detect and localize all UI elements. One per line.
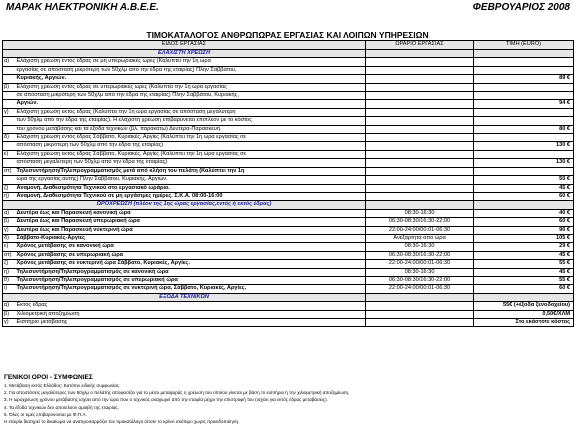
table-row <box>3 218 574 226</box>
terms-line: 4. Τα έξοδα τεχνικών δεν αποτελούν αμοιβή της εταιρίας. <box>4 404 119 410</box>
table-row: ε) Ελάχιστη χρέωση εκτός έδρας Σάββατο, Κυριακές, Αργίες (Καλύπτει την 1η ώρα εργασίας σε <box>3 150 574 158</box>
price-value: 130 € <box>474 159 574 167</box>
document-date: ΦΕΒΡΟΥΑΡΙΟΣ 2008 <box>472 2 570 13</box>
table-row: εργασίας σε απόσταση μικρότερη των 50χλμ από την έδρα της εταιρίας) Πλην Σαββάτου, <box>3 66 574 74</box>
terms-line: 1. Μετάβαση εκτός Ελλάδος: Κατόπιν ειδικής συμφωνίας. <box>4 383 121 388</box>
row-code: β) <box>3 218 16 226</box>
row-description: Χρόνος μετάβασης σε υπερωριακή ώρα <box>16 251 366 259</box>
row-code: α) <box>3 209 16 217</box>
table-row <box>3 285 574 293</box>
row-description: Χρόνος μετάβασης σε κανονική ώρα <box>16 243 366 251</box>
row-code: γ) <box>3 319 16 327</box>
table-row <box>3 209 574 217</box>
row-code: ζ) <box>3 260 16 268</box>
table-row: γ) Ελάχιστη χρέωση εκτός έδρας (Καλύπτει την 1η ώρα εργασίας σε απόσταση μεγαλύτερη <box>3 108 574 116</box>
row-hours: 22:00-24:00/00:01-06:30 <box>366 226 474 234</box>
row-code: ε) <box>3 243 16 251</box>
table-row: ζ) Αναμονή, Διαθεσιμότητα Τεχνικού στο εργασιακό ωράριο. 45 € <box>3 184 574 192</box>
terms-line: 5. Όλες οι τιμές επιβαρύνονται με Φ.Π.Α. <box>4 411 87 417</box>
price-value: 55 € <box>474 276 574 284</box>
row-code: η) <box>3 268 16 276</box>
price-value: 89 € <box>474 75 574 83</box>
table-row: των 50χλμ από την έδρα της εταιρίας). Η ελάχιστη χρέωση επιβαρύνεται επιπλέον με το κόστος <box>3 117 574 125</box>
section-hourly-charge: ΩΡΟΧΡΕΩΣΗ (πλέον της 1ης ώρας εργασίας,εντός ή εκτός έδρας) <box>3 201 574 209</box>
price-value: 0,50€/ΧΛΜ <box>474 310 574 318</box>
page-header <box>6 2 570 16</box>
row-description: Εισιτήριο μετάβασης <box>16 319 366 327</box>
price-value: 90 € <box>474 226 574 234</box>
price-value: 45 € <box>474 268 574 276</box>
row-description: Τηλεσυντήρηση/Τηλεπρογραμματισμός σε υπερωριακή ώρα <box>16 276 366 284</box>
price-value: 105 € <box>474 234 574 242</box>
table-row <box>3 302 574 310</box>
price-value: 50 € <box>474 176 574 184</box>
row-description: Χιλιομετρική αποζημίωση <box>16 310 366 318</box>
row-description: Εκτός έδρας <box>16 302 366 310</box>
price-value: 45 € <box>474 251 574 259</box>
row-hours <box>366 319 474 327</box>
table-row <box>3 226 574 234</box>
table-header-row <box>3 41 574 50</box>
row-code: δ) <box>3 234 16 242</box>
row-hours: 06:30-08:30/16:30-22:00 <box>366 218 474 226</box>
row-description: Δευτέρα έως και Παρασκευή κανονική ώρα <box>16 209 366 217</box>
row-description: Σάββατο-Κυριακές-Αργίες <box>16 234 366 242</box>
table-row: δ) Ελάχιστη χρέωση εντός έδρας Σάββατο, Κυριακές, Αργίες (Καλύπτει την 1η ώρα εργασίας σε <box>3 134 574 142</box>
section-technician-expenses: ΕΞΟΔΑ ΤΕΧΝΙΚΩΝ <box>3 293 574 301</box>
expense-rows <box>3 302 574 327</box>
table-row <box>3 251 574 259</box>
row-code: α) <box>3 302 16 310</box>
row-hours <box>366 310 474 318</box>
company-name: ΜΑΡΑΚ ΗΛΕΚΤΡΟΝΙΚΗ Α.Β.Ε.Ε. <box>6 2 159 13</box>
table-row: ώρα της εργασίας αυτής) Πλην Σαββάτου, Κυριακής, Αργιών. 50 € <box>3 176 574 184</box>
row-code: γ) <box>3 226 16 234</box>
table-row <box>3 260 574 268</box>
row-hours <box>366 302 474 310</box>
table-row <box>3 243 574 251</box>
table-row: σε απόσταση μικρότερη των 50χλμ από την έδρα της εταιρίας) Πλην Σαββάτου, Κυριακής, <box>3 92 574 100</box>
price-value: 55€ (+έξοδα ξενοδοχείου) <box>474 302 574 310</box>
row-hours: 22:00-24:00/00:01-06:30 <box>366 285 474 293</box>
row-code: β) <box>3 310 16 318</box>
terms-line: 3. Η ωροχρέωση χρόνου μετάβασης ισχύει από την ώρα που ο τεχνικός αναχωρεί από την εταιρία μέχρι την επιστροφή του (ισχύει για εκτός έδρας μεταβάσεις). <box>4 397 328 403</box>
price-value: 60 € <box>474 218 574 226</box>
table-row <box>3 268 574 276</box>
table-row <box>3 234 574 242</box>
price-value: 29 € <box>474 243 574 251</box>
row-code: ι) <box>3 285 16 293</box>
row-code: στ) <box>3 251 16 259</box>
table-row: απόσταση μικρότερη των 50χλμ από την έδρα της εταιρίας) 130 € <box>3 142 574 150</box>
row-description: Τηλεσυντήρηση/Τηλεπρογραμματισμός σε κανονική ώρα <box>16 268 366 276</box>
row-hours: 06:30-08:30/16:30-22:00 <box>366 251 474 259</box>
row-description: Χρόνος μετάβασης σε νυκτερινή ώρα Σάββατο, Κυριακές, Αργίες. <box>16 260 366 268</box>
column-header-price: ΤΙΜΗ (EURO) <box>474 41 574 50</box>
row-code: θ) <box>3 276 16 284</box>
column-header-type: ΕΙΔΟΣ ΕΡΓΑΣΙΑΣ <box>3 41 366 50</box>
section-minimum-charge: ΕΛΑΧΙΣΤΗ ΧΡΕΩΣΗ <box>3 50 574 58</box>
price-value: 60 € <box>474 285 574 293</box>
table-row: α) Ελάχιστη χρέωση εντός έδρας σε μη υπερωριακές ώρες (Καλύπτει την 1η ώρα <box>3 58 574 66</box>
table-row: η) Αναμονή, Διαθεσιμότητα Τεχνικού σε μη εργάσιμες ημέρες. Σ.Κ.Α. 08:00-16:00 60 € <box>3 192 574 200</box>
hourly-rows <box>3 209 574 293</box>
general-terms <box>4 374 572 425</box>
table-row <box>3 310 574 318</box>
row-description: Δευτέρα έως και Παρασκευή υπερωριακή ώρα <box>16 218 366 226</box>
table-row: Αργιών. 94 € <box>3 100 574 108</box>
price-value: 80 € <box>474 125 574 133</box>
table-row: Κυριακής, Αργιών. 89 € <box>3 75 574 83</box>
price-value: 60 € <box>474 192 574 200</box>
row-description: Τηλεσυντήρηση/Τηλεπρογραμματισμός σε νυκτερινή ώρα, Σάββατο, Κυριακές, Αργίες. <box>16 285 366 293</box>
table-row: του χρόνου μετάβασης και τα έξοδα τεχνικών (βλ. παρακάτω) Δευτέρα-Παρασκευή. 80 € <box>3 125 574 133</box>
terms-heading: ΓΕΝΙΚΟΙ ΟΡΟΙ - ΣΥΜΦΩΝΙΕΣ <box>4 374 93 381</box>
price-value: 40 € <box>474 209 574 217</box>
table-row <box>3 319 574 327</box>
table-row <box>3 276 574 284</box>
price-value: 55 € <box>474 260 574 268</box>
row-hours: 06:30-08:30/16:30-22:00 <box>366 276 474 284</box>
table-row: β) Ελάχιστη χρέωση εντός έδρας σε υπερωριακές ώρες (Καλύπτει την 1η ώρα εργασίας <box>3 83 574 91</box>
document-title: ΤΙΜΟΚΑΤΑΛΟΓΟΣ ΑΝΘΡΩΠΩΡΑΣ ΕΡΓΑΣΙΑΣ ΚΑΙ ΛΟΙΠΩΝ ΥΠΗΡΕΣΙΩΝ <box>146 30 429 40</box>
table-row: απόσταση μεγαλύτερη των 50χλμ από την έδρα της εταιρίας) 130 € <box>3 159 574 167</box>
row-hours: 22:00-24:00/00:01-06:30 <box>366 260 474 268</box>
price-value: 130 € <box>474 142 574 150</box>
price-value: Στο εκάστοτε κόστος <box>474 319 574 327</box>
column-header-hours: ΩΡΑΡΙΟ ΕΡΓΑΣΙΑΣ <box>366 41 474 50</box>
row-hours: 08:30-16:30 <box>366 209 474 217</box>
price-value: 45 € <box>474 184 574 192</box>
terms-line: 2. Για αποστάσεις μεγαλύτερες των 50χλμ ο πελάτης αποφασίζει για το μέσο μεταφοράς η χρέωση του οποίου γίνεται με βάση το εισιτήριο ή την χιλιομετρική αποζημίωση. <box>4 390 350 396</box>
terms-list <box>4 382 572 425</box>
table-row: στ) Τηλεσυντήρηση/Τηλεπρογραμματισμός μετά από κλήση του πελάτη (Καλύπτει την 1η <box>3 167 574 175</box>
row-hours: Ανεξάρτητα από ώρα <box>366 234 474 242</box>
row-description: Δευτέρα έως και Παρασκευή νυκτερινή ώρα <box>16 226 366 234</box>
row-hours: 08:30-16:30 <box>366 268 474 276</box>
price-table <box>2 40 574 327</box>
row-hours: 08:30-16:30 <box>366 243 474 251</box>
terms-line: Η εταιρία διατηρεί το δικαίωμα να αναπροσαρμόζει τον τιμοκατάλογο όποτε το κρίνει σκόπιμο χωρίς προειδοποίηση. <box>4 419 240 425</box>
price-value: 94 € <box>474 100 574 108</box>
